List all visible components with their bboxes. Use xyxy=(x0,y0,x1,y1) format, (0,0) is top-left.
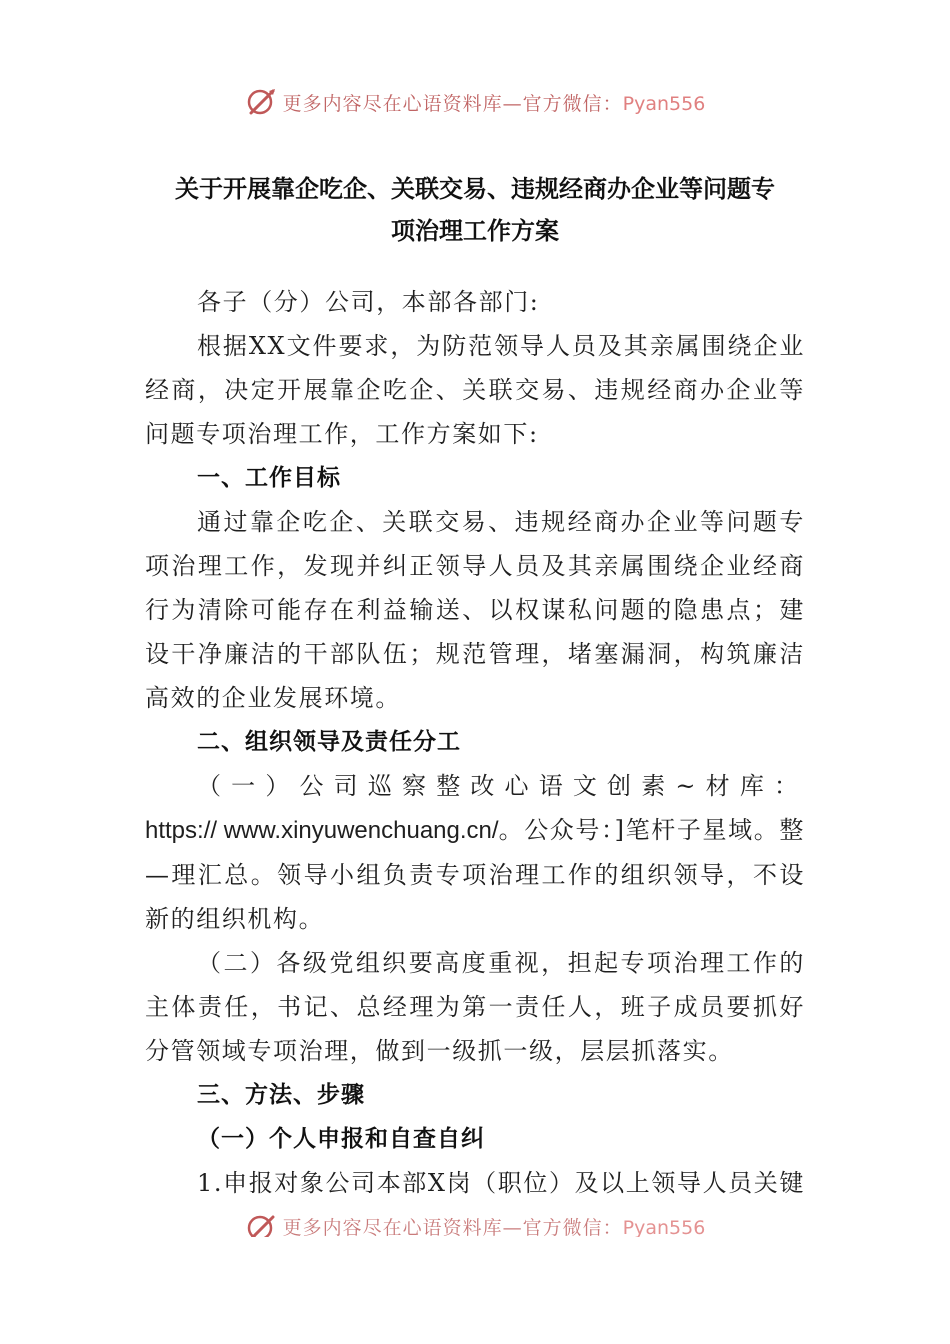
document-title xyxy=(145,168,805,252)
watermark-text: 更多内容尽在心语资料库—官方微信：Pyan556 xyxy=(282,1216,706,1237)
section-2-item-2: （二）各级党组织要高度重视，担起专项治理工作的主体责任，书记、总经理为第一责任人，班子成员要抓好分管领域专项治理，做到一级抓一级，层层抓落实。 xyxy=(145,949,805,1065)
section-1-heading: 一、工作目标 xyxy=(197,465,341,491)
section-3-subheading-1: （一）个人申报和自查自纠 xyxy=(197,1126,485,1152)
pen-logo-icon xyxy=(245,85,279,119)
pen-logo-icon xyxy=(245,1211,279,1237)
section-3-heading: 三、方法、步骤 xyxy=(197,1082,365,1108)
title-line-1: 关于开展靠企吃企、关联交易、违规经商办企业等问题专 xyxy=(175,175,775,203)
section-3-item-1: 1.申报对象公司本部X岗（职位）及以上领导人员关键 xyxy=(197,1169,805,1197)
title-line-2: 项治理工作方案 xyxy=(391,217,559,245)
section-2-heading: 二、组织领导及责任分工 xyxy=(197,729,461,755)
watermark-footer xyxy=(0,1203,950,1237)
intro-paragraph: 根据XX文件要求，为防范领导人员及其亲属围绕企业经商，决定开展靠企吃企、关联交易、违规经商办企业等问题专项治理工作，工作方案如下: xyxy=(145,332,805,448)
website-link[interactable]: https:// www.xinyuwenchuang.cn/ xyxy=(145,817,499,844)
section-1-paragraph: 通过靠企吃企、关联交易、违规经商办企业等问题专项治理工作，发现并纠正领导人员及其亲属围绕企业经商行为清除可能存在利益输送、以权谋私问题的隐患点；建设干净廉洁的干部队伍；规范管理，堵塞漏洞，构筑廉洁高效的企业发展环境。 xyxy=(145,508,805,712)
section-2-item-1: （一）公司巡察整改心语文创素~材库：https:// www.xinyuwenchuang.cn/。公众号：]笔杆子星域。整—理汇总。领导小组负责专项治理工作的组织领导，不设新的组织机构。 xyxy=(145,772,805,933)
watermark-header xyxy=(0,82,950,122)
document-body xyxy=(145,280,805,1205)
watermark-text: 更多内容尽在心语资料库—官方微信：Pyan556 xyxy=(282,92,706,115)
salutation: 各子（分）公司，本部各部门: xyxy=(197,288,540,316)
